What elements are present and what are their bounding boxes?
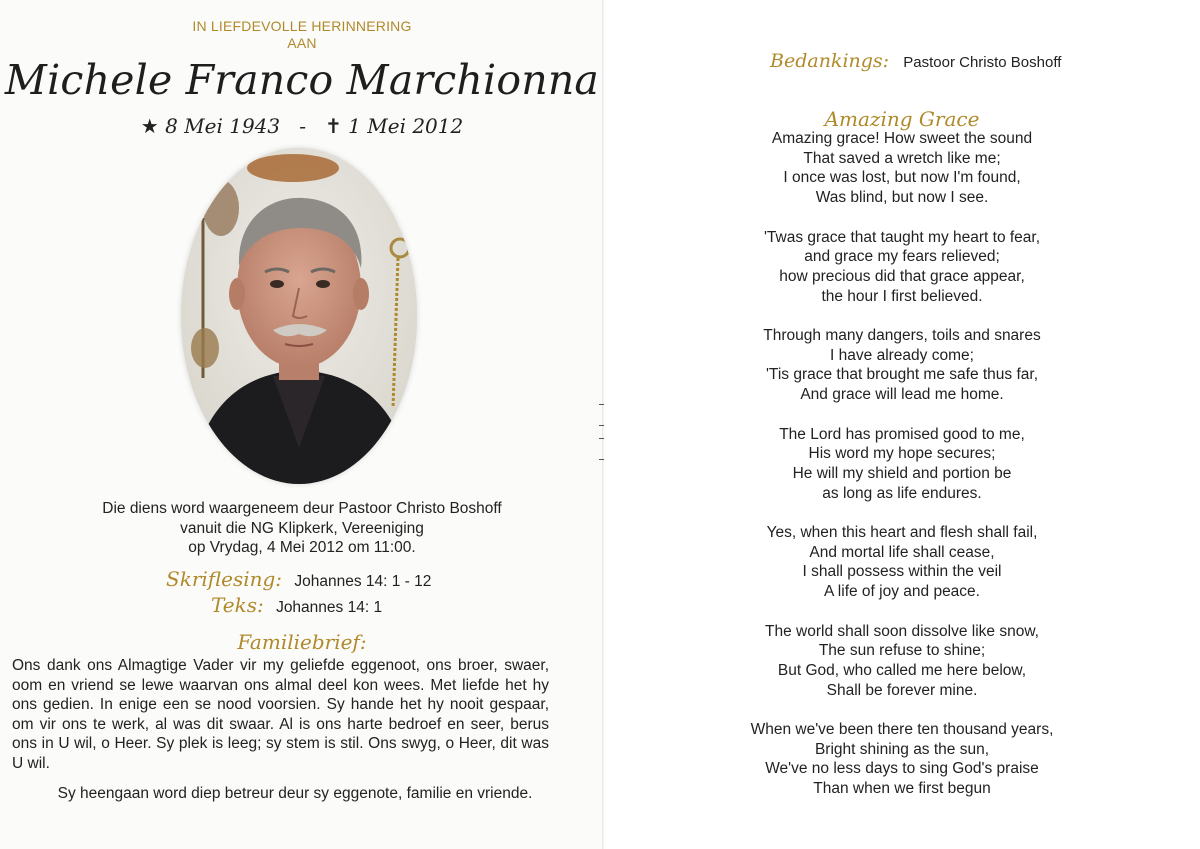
portrait-illustration [181,148,417,484]
lyric-line: Was blind, but now I see. [815,189,989,207]
died-date: 1 Mei 2012 [348,114,464,138]
stanza [604,622,1200,701]
skriflesing-row [166,567,586,591]
lyric-line: 'Tis grace that brought me safe thus far, [765,366,1039,384]
stanza [604,523,1200,602]
lyric-line: as long as life endures. [822,484,982,502]
service-line-1: Die diens word waargeneem deur Pastoor Christo Boshoff [102,500,502,517]
teks-label: Teks: [211,593,264,617]
lyric-line: Amazing grace! How sweet the sound [771,130,1033,147]
stanza [604,228,1200,307]
portrait-photo [181,148,417,484]
hymn-lyrics [604,129,1200,819]
right-page [604,0,1200,849]
hymn-title: Amazing Grace [824,107,980,131]
lyric-line: A life of joy and peace. [824,583,980,601]
lyric-line: The world shall soon dissolve like snow, [765,622,1039,640]
lyric-line: Shall be forever mine. [826,681,978,699]
lyric-line: Bright shining as the sun, [814,740,990,758]
stanza [604,129,1200,208]
lyric-line: That saved a wretch like me; [803,149,1001,167]
stanza [604,720,1200,799]
familiebrief-text: Ons dank ons Almagtige Vader vir my geliefde eggenoot, ons broer, swaer, oom en vriend se lewe waarvan ons almal deel kon wees. Met liefde het hy ons gedien. In enige een se nood voorsien. Sy hande het hy nooit gespaar, om vir ons te werk, al was dit swaar. Al is ons harte bedroef en seer, berus ons in U wil, o Heer. Sy plek is leeg; sy stem is stil. Ons swyg, o Heer, dit was U wil. [12,657,549,772]
skriflesing-label: Skriflesing: [166,567,283,591]
lyric-line: 'Twas grace that taught my heart to fear, [763,228,1041,246]
skriflesing-value: Johannes 14: 1 - 12 [294,573,432,590]
lyric-line: When we've been there ten thousand years, [750,721,1054,738]
deceased-name: Michele Franco Marchionna [4,56,600,104]
lyric-line: the hour I first believed. [821,287,983,305]
lyric-line: and grace my fears relieved; [804,248,1000,266]
teks-row [211,593,591,617]
closing-note: Sy heengaan word diep betreur deur sy eggenote, familie en vriende. [57,785,533,802]
lyric-line: I have already come; [830,346,974,364]
service-details [0,499,604,558]
teks-value: Johannes 14: 1 [276,599,383,616]
lyric-line: But God, who called me here below, [777,661,1027,679]
heading-in-liefdevolle: IN LIEFDEVOLLE HERINNERING [192,18,412,34]
service-line-3: op Vrydag, 4 Mei 2012 om 11:00. [188,539,416,556]
lyric-line: The Lord has promised good to me, [779,425,1025,443]
lyric-line: I shall possess within the veil [802,563,1002,581]
lyric-line: And grace will lead me home. [800,386,1004,404]
lyric-line: Yes, when this heart and flesh shall fail, [766,524,1038,541]
date-dash: - [299,114,306,138]
familiebrief-title: Familiebrief: [237,630,367,654]
stanza [604,425,1200,504]
lyric-line: His word my hope secures; [808,445,996,463]
service-line-2: vanuit die NG Klipkerk, Vereeniging [180,519,424,537]
heading-aan: AAN [287,35,317,51]
lyric-line: I once was lost, but now I'm found, [783,169,1021,187]
bedankings-value: Pastoor Christo Boshoff [903,54,1062,71]
cross-icon: ✝ [325,114,342,138]
stanza [604,326,1200,405]
life-dates [0,114,604,138]
bedankings-label: Bedankings: [770,50,890,72]
lyric-line: how precious did that grace appear, [779,267,1025,285]
lyric-line: He will my shield and portion be [792,464,1012,482]
lyric-line: And mortal life shall cease, [809,543,995,561]
lyric-line: Than when we first begun [813,780,991,798]
lyric-line: We've no less days to sing God's praise [765,760,1039,778]
lyric-line: The sun refuse to shine; [818,642,986,660]
star-icon: ★ [140,114,159,138]
born-date: 8 Mei 1943 [165,114,281,138]
lyric-line: Through many dangers, toils and snares [763,327,1041,344]
bedankings-row [770,50,1061,72]
